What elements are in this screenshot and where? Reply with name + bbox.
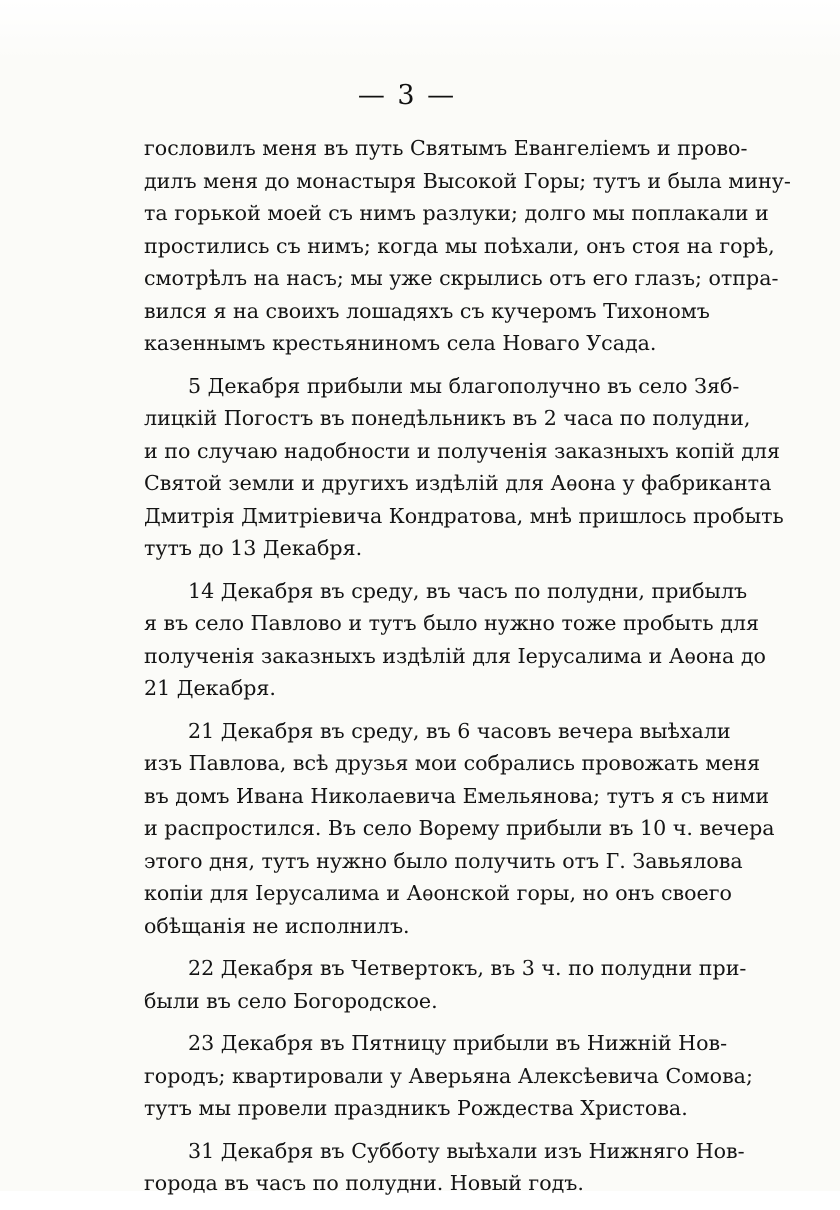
page-number: — 3 —	[357, 80, 457, 111]
text-line: лицкій Погостъ въ понедѣльникъ въ 2 часа по полудни,	[144, 406, 751, 430]
text-line: вился я на своихъ лошадяхъ съ кучеромъ Тихономъ	[144, 298, 710, 323]
text-line: смотрѣлъ на насъ; мы уже скрылись отъ его глазъ; отпра-	[144, 266, 779, 290]
text-line: полученія заказныхъ издѣлій для Іерусалима и Аѳона до	[144, 643, 766, 668]
text-line: городъ; квартировали у Аверьяна Алексѣевича Сомова;	[144, 1063, 753, 1088]
text-line: въ домъ Ивана Николаевича Емельянова; тутъ я съ ними	[144, 783, 770, 808]
text-line: и распростился. Въ село Ворему прибыли въ 10 ч. вечера	[144, 816, 775, 840]
text-line: тутъ мы провели праздникъ Рождества Христова.	[144, 1096, 688, 1120]
text-line: Святой земли и другихъ издѣлій для Аѳона у фабриканта	[144, 471, 772, 495]
text-line: 22 Декабря въ Четвертокъ, въ 3 ч. по полудни при-	[188, 956, 747, 980]
text-line: 21 Декабря.	[144, 676, 276, 700]
paragraph-2	[144, 370, 784, 565]
paragraph-4	[144, 715, 775, 943]
paragraph-7	[144, 1135, 745, 1200]
text-line: казеннымъ крестьяниномъ села Новаго Усада.	[144, 331, 657, 355]
scan-margin	[0, 0, 840, 60]
text-line: та горькой моей съ нимъ разлуки; долго мы поплакали и	[144, 201, 769, 225]
text-line: 14 Декабря въ среду, въ часъ по полудни, прибылъ	[188, 578, 748, 603]
text-line: 23 Декабря въ Пятницу прибыли въ Нижній Нов-	[188, 1031, 728, 1055]
paragraph-3	[144, 575, 766, 705]
text-line: и по случаю надобности и полученія заказныхъ копій для	[144, 438, 780, 463]
text-line: простились съ нимъ; когда мы поѣхали, онъ стоя на горѣ,	[144, 233, 775, 258]
text-line: города въ часъ по полудни. Новый годъ.	[144, 1171, 584, 1195]
text-line: были въ село Богородское.	[144, 988, 438, 1013]
text-line: тутъ до 13 Декабря.	[144, 536, 363, 560]
text-line: копіи для Іерусалима и Аѳонской горы, но онъ своего	[144, 881, 732, 905]
text-line: гословилъ меня въ путь Святымъ Евангеліемъ и прово-	[144, 136, 748, 160]
paragraph-1	[144, 132, 791, 360]
paragraph-6	[144, 1027, 753, 1125]
text-line: Дмитрія Дмитріевича Кондратова, мнѣ пришлось пробыть	[144, 503, 784, 528]
text-line: 5 Декабря прибыли мы благополучно въ село Зяб-	[188, 373, 740, 398]
text-line: 31 Декабря въ Субботу выѣхали изъ Нижняго Нов-	[188, 1138, 745, 1163]
text-line: 21 Декабря въ среду, въ 6 часовъ вечера выѣхали	[188, 718, 731, 743]
text-line: дилъ меня до монастыря Высокой Горы; тутъ и была мину-	[144, 168, 791, 193]
text-line: обѣщанія не исполнилъ.	[144, 913, 410, 938]
text-line: этого дня, тутъ нужно было получить отъ Г. Завьялова	[144, 848, 743, 873]
body-text	[144, 132, 791, 1210]
paragraph-5	[144, 952, 747, 1017]
text-line: изъ Павлова, всѣ друзья мои собрались провожать меня	[144, 751, 761, 775]
text-line: я въ село Павлово и тутъ было нужно тоже пробыть для	[144, 611, 759, 635]
